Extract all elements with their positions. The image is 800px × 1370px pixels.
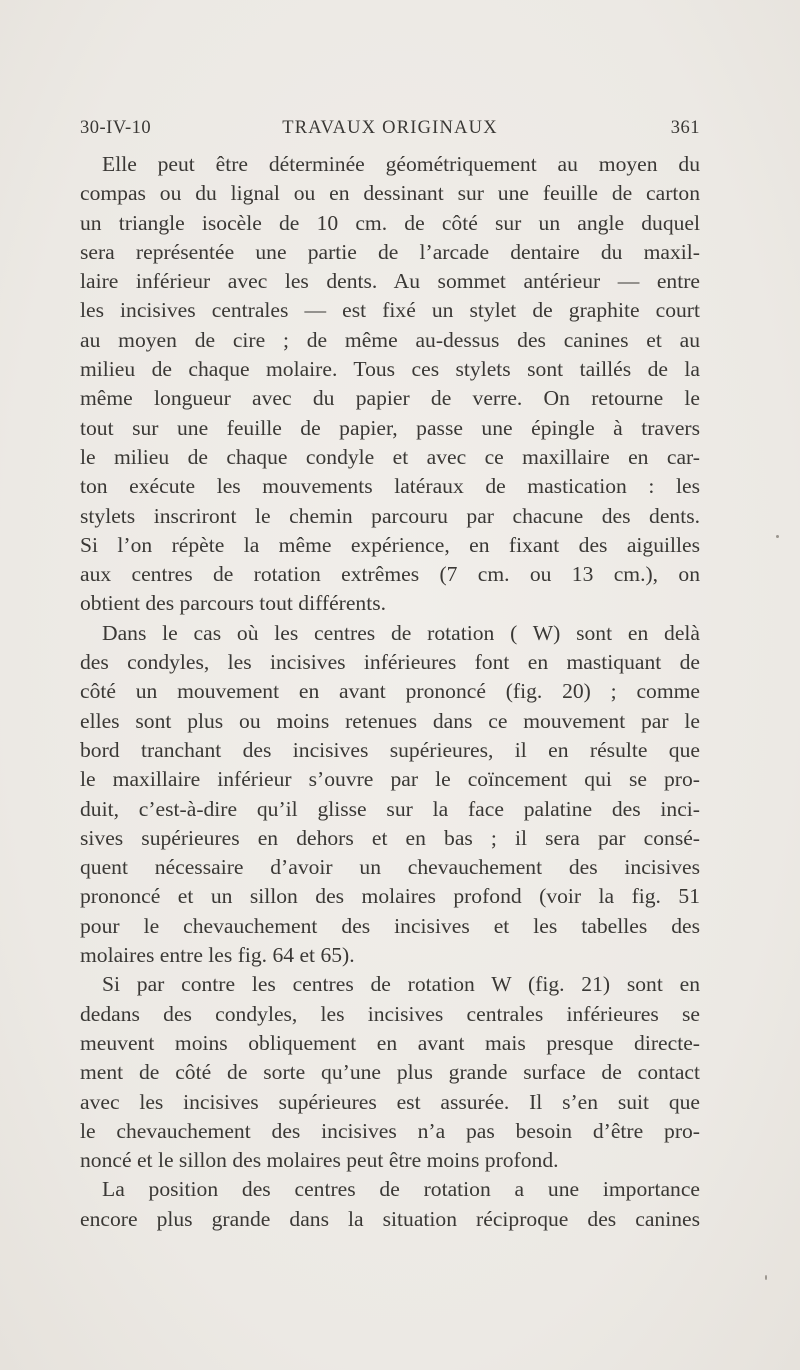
text-line: ton exécute les mouvements latéraux de mastication : les <box>80 474 700 499</box>
text-line: stylets inscriront le chemin parcouru par chacune des dents. <box>80 503 700 528</box>
text-line: ment de côté de sorte qu’une plus grande surface de contact <box>80 1060 700 1085</box>
text-line: encore plus grande dans la situation réciproque des canines <box>80 1206 700 1231</box>
text-line: pour le chevauchement des incisives et les tabelles des <box>80 913 700 938</box>
text-line: au moyen de cire ; de même au-dessus des canines et au <box>80 327 700 352</box>
text-line: noncé et le sillon des molaires peut être moins profond. <box>80 1148 559 1173</box>
text-line: les incisives centrales — est fixé un stylet de graphite court <box>80 298 700 323</box>
text-line: milieu de chaque molaire. Tous ces stylets sont taillés de la <box>80 357 700 382</box>
text-line: compas ou du lignal ou en dessinant sur une feuille de carton <box>80 181 700 206</box>
text-line: prononcé et un sillon des molaires profond (voir la fig. 51 <box>80 884 700 909</box>
text-line: aux centres de rotation extrêmes (7 cm. ou 13 cm.), on <box>80 562 700 587</box>
text-line: laire inférieur avec les dents. Au sommet antérieur — entre <box>80 269 700 294</box>
text-line: avec les incisives supérieures est assurée. Il s’en suit que <box>80 1089 700 1114</box>
text-line: Si l’on répète la même expérience, en fixant des aiguilles <box>80 532 700 557</box>
text-line: même longueur avec du papier de verre. On retourne le <box>80 386 700 411</box>
text-line: Elle peut être déterminée géométriquement au moyen du <box>102 152 700 176</box>
text-line: tout sur une feuille de papier, passe une épingle à travers <box>80 415 700 440</box>
paper-speck <box>776 535 779 538</box>
text-line: côté un mouvement en avant prononcé (fig. 20) ; comme <box>80 679 700 704</box>
text-line: La position des centres de rotation a une importance <box>102 1177 700 1202</box>
section-title: TRAVAUX ORIGINAUX <box>282 118 498 138</box>
paper-speck <box>765 1275 767 1280</box>
running-head <box>80 118 700 146</box>
page-number: 361 <box>670 118 700 138</box>
text-line: le maxillaire inférieur s’ouvre par le coïncement qui se pro- <box>80 767 700 792</box>
body-text <box>80 150 700 1234</box>
text-line: bord tranchant des incisives supérieures, il en résulte que <box>80 737 700 762</box>
text-line: elles sont plus ou moins retenues dans ce mouvement par le <box>80 708 700 733</box>
text-line: sives supérieures en dehors et en bas ; il sera par consé- <box>80 825 700 850</box>
text-line: obtient des parcours tout différents. <box>80 591 387 616</box>
issue-date: 30-IV-10 <box>80 118 152 138</box>
text-line: molaires entre les fig. 64 et 65). <box>80 943 355 968</box>
text-line: un triangle isocèle de 10 cm. de côté sur un angle duquel <box>80 210 700 235</box>
text-line: quent nécessaire d’avoir un chevauchement des incisives <box>80 855 700 880</box>
text-line: sera représentée une partie de l’arcade dentaire du maxil- <box>80 239 700 264</box>
text-line: des condyles, les incisives inférieures font en mastiquant de <box>80 650 700 675</box>
text-line: meuvent moins obliquement en avant mais presque directe- <box>80 1030 700 1055</box>
text-line: dedans des condyles, les incisives centrales inférieures se <box>80 1001 700 1026</box>
text-line: duit, c’est-à-dire qu’il glisse sur la face palatine des inci- <box>80 796 700 821</box>
text-line: Si par contre les centres de rotation W (fig. 21) sont en <box>102 972 700 997</box>
text-line: Dans le cas où les centres de rotation ( W) sont en delà <box>102 620 700 645</box>
text-line: le milieu de chaque condyle et avec ce maxillaire en car- <box>80 444 700 469</box>
text-line: le chevauchement des incisives n’a pas besoin d’être pro- <box>80 1118 700 1143</box>
